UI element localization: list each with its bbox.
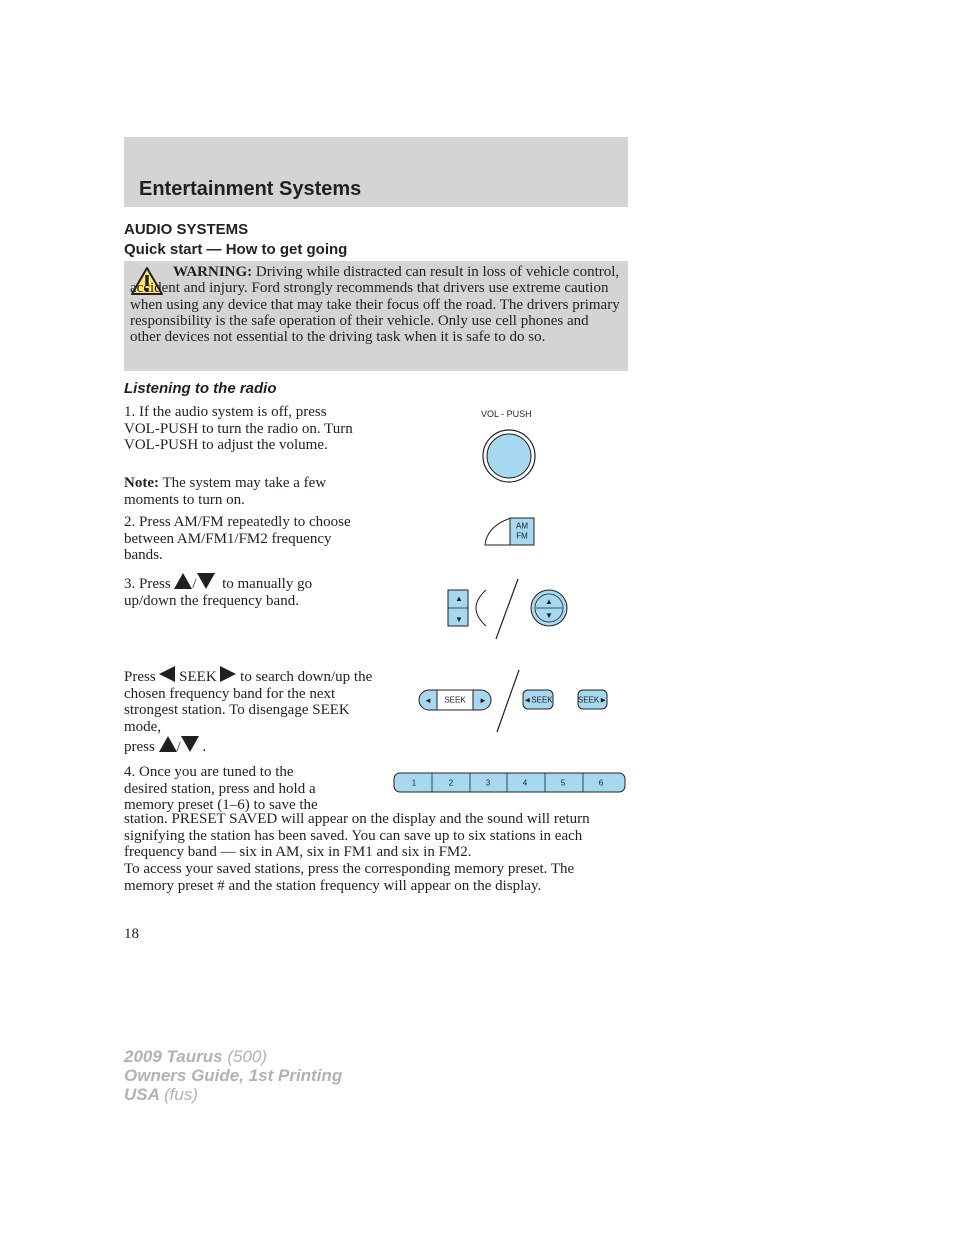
heading-audio-systems: AUDIO SYSTEMS xyxy=(124,221,249,238)
heading-listening-to-radio: Listening to the radio xyxy=(124,380,277,397)
arrow-down-icon xyxy=(181,736,199,752)
knob-down-arrow-icon: ▼ xyxy=(545,611,553,620)
am-fm-button[interactable] xyxy=(483,516,537,548)
footer: 2009 Taurus (500) Owners Guide, 1st Printing USA (fus) xyxy=(124,1047,343,1104)
note-body: The system may take a few moments to turn on. xyxy=(124,475,327,508)
preset-4-button[interactable]: 4 xyxy=(522,778,528,788)
vol-push-label: VOL - PUSH xyxy=(481,409,532,419)
memory-preset-bar xyxy=(393,772,626,793)
seek-right-label: SEEK► xyxy=(577,695,608,705)
note-label: Note: xyxy=(124,475,159,491)
note-text xyxy=(124,475,364,508)
arrow-down-icon xyxy=(197,573,215,589)
access-presets-text: To access your saved stations, press the corresponding memory preset. The memory preset # and the station frequency will appear on the display. xyxy=(124,861,575,894)
warning-label: WARNING: xyxy=(173,264,253,280)
preset-3-button[interactable]: 3 xyxy=(485,778,491,788)
preset-1-button[interactable]: 1 xyxy=(411,778,417,788)
seek-label: SEEK xyxy=(444,695,466,705)
warning-body: Driving while distracted can result in loss of vehicle control, accident and injury. Ford strongly recommends that drivers use extreme caution when using any device that may take their focus off the road. The drivers primary responsibility is the safe operation of their vehicle. Only use cell phones and other devices not essential to the driving task when it is safe to do so. xyxy=(130,264,620,346)
seek-buttons-illustration xyxy=(417,668,611,734)
seek-text: Press SEEK to search down/up the chosen frequency band for the next strongest station. To disengage SEEK mode, press / . xyxy=(124,666,382,756)
seek-left-arrow-icon xyxy=(159,666,175,682)
step-4-text: station. PRESET SAVED will appear on the display and the sound will return signifying the station has been saved. You can save up to six stations in each frequency band — six in AM, six in FM1 and six in FM2. xyxy=(124,811,590,860)
tune-down-arrow-icon: ▼ xyxy=(455,615,463,624)
am-label: AM xyxy=(516,521,528,531)
warning-text xyxy=(130,264,622,345)
fm-label: FM xyxy=(516,531,528,541)
step-3-text: 3. Press / to manually go up/down the frequency band. xyxy=(124,573,364,609)
preset-2-button[interactable]: 2 xyxy=(448,778,454,788)
preset-6-button[interactable]: 6 xyxy=(598,778,604,788)
knob-up-arrow-icon: ▲ xyxy=(545,597,553,606)
arrow-up-icon xyxy=(174,573,192,589)
step-2-text: 2. Press AM/FM repeatedly to choose between AM/FM1/FM2 frequency bands. xyxy=(124,514,351,563)
step-4-intro: 4. Once you are tuned to the desired station, press and hold a memory preset (1–6) to save the xyxy=(124,764,318,813)
tune-up-arrow-icon: ▲ xyxy=(455,594,463,603)
preset-5-button[interactable]: 5 xyxy=(560,778,566,788)
step-1-text: 1. If the audio system is off, press VOL-PUSH to turn the radio on. Turn VOL-PUSH to adjust the volume. xyxy=(124,404,353,453)
seek-left-label: ◄SEEK xyxy=(523,695,553,705)
tune-buttons-illustration xyxy=(446,577,576,641)
heading-quick-start: Quick start — How to get going xyxy=(124,241,348,258)
seek-down-arrow-icon: ◄ xyxy=(424,696,432,705)
arrow-up-icon xyxy=(159,736,177,752)
seek-right-arrow-icon xyxy=(220,666,236,682)
vol-push-knob[interactable] xyxy=(481,428,537,484)
seek-up-arrow-icon: ► xyxy=(479,696,487,705)
page-number: 18 xyxy=(124,926,139,942)
section-title: Entertainment Systems xyxy=(139,178,362,200)
